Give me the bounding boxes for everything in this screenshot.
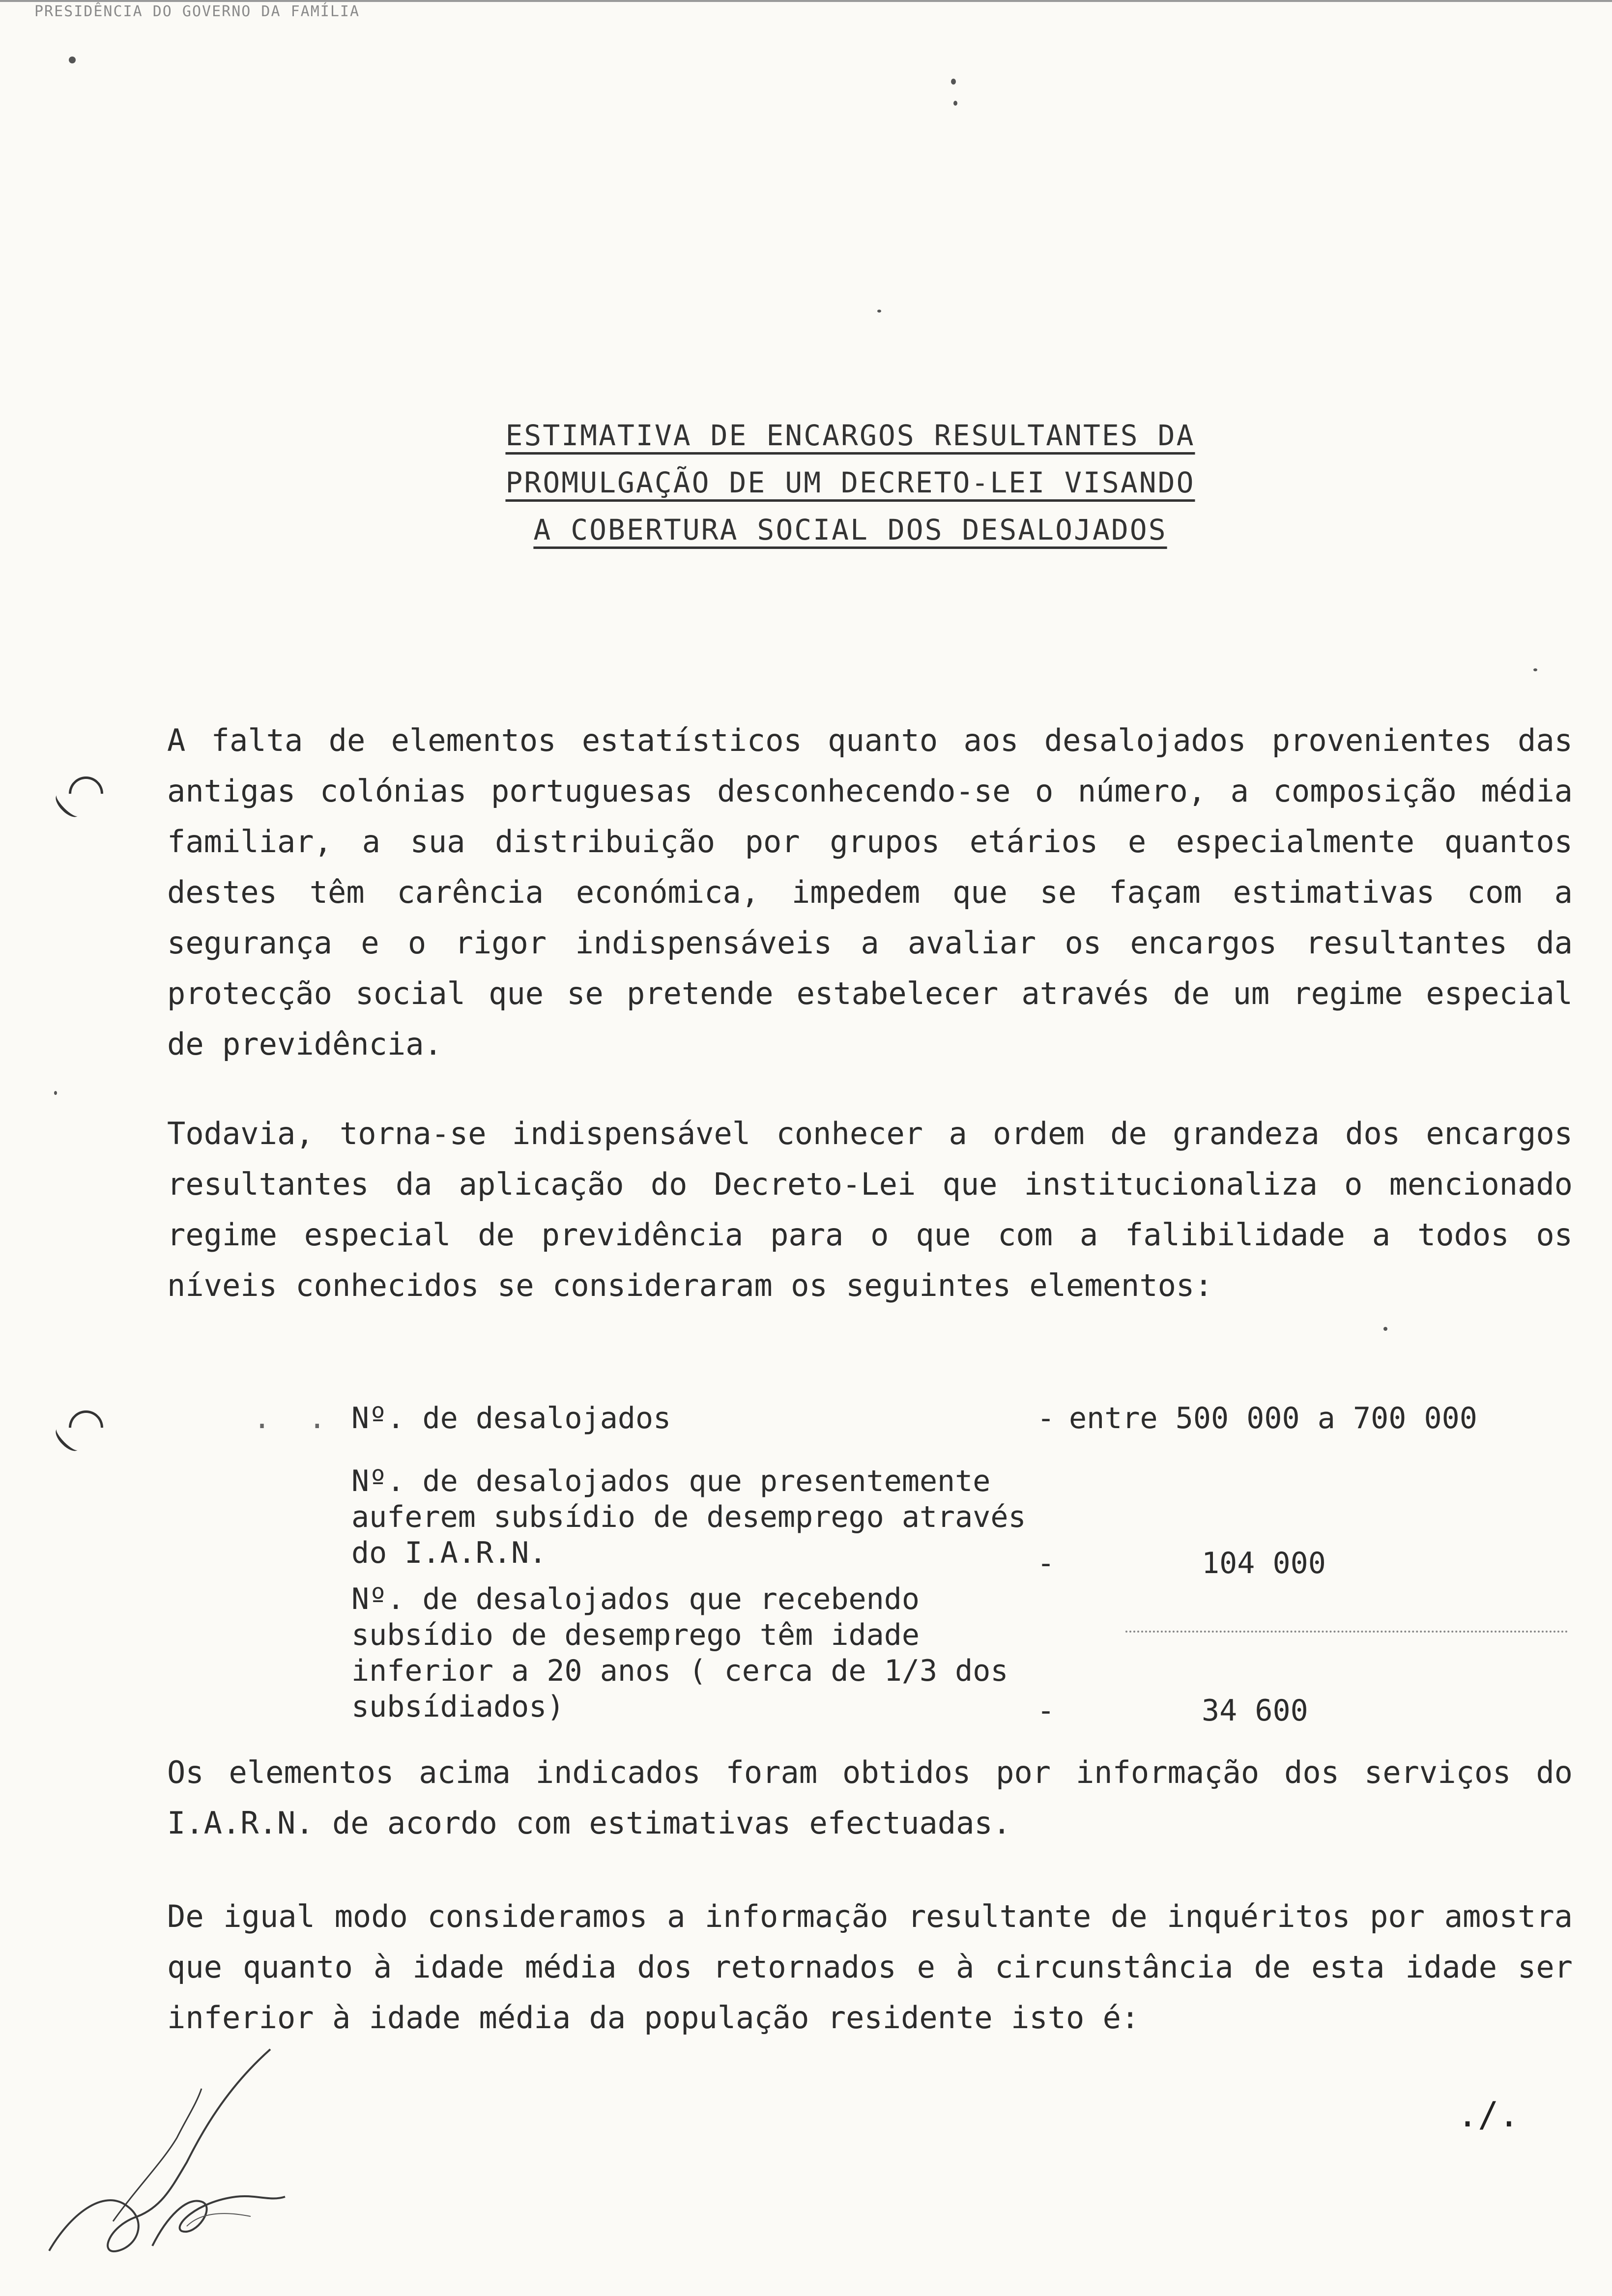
scan-speck	[69, 57, 76, 63]
item-label: Nº. de desalojados	[351, 1401, 671, 1435]
item-dash: -	[1037, 1401, 1055, 1435]
item-value: 34 600	[1202, 1693, 1308, 1728]
title-line-3: A COBERTURA SOCIAL DOS DESALOJADOS	[533, 513, 1167, 546]
paragraph-source: Os elementos acima indicados foram obtidos por informação dos serviços do I.A.R.N. de acordo com estimativas efectuadas.	[167, 1754, 1573, 1841]
item-value: entre 500 000 a 700 000	[1069, 1401, 1477, 1435]
scan-speck	[1383, 1327, 1387, 1331]
paragraph-elements: Todavia, torna-se indispensável conhecer a ordem de grandeza dos encargos resultantes da aplicação do Decreto-Lei que institucionaliza o mencionado regime especial de previdência para o que com a falibilidade a todos os níveis conhecidos se consideraram os seguintes elementos:	[167, 1116, 1573, 1303]
faint-dotted-line	[1125, 1631, 1568, 1633]
item-label: Nº. de desalojados que presentemente auferem subsídio de desemprego através do I.A.R.N.	[351, 1464, 1026, 1570]
list-item	[351, 1581, 1580, 1729]
document-title	[452, 412, 1248, 553]
handwritten-signature	[39, 2039, 315, 2270]
list-item	[351, 1464, 1580, 1581]
scan-speck	[877, 310, 881, 313]
paragraph-survey: De igual modo consideramos a informação resultante de inquéritos por amostra que quanto à idade média dos retornados e à circunstância de esta idade ser inferior à idade média da população residente isto é:	[167, 1898, 1573, 2036]
item-value: 104 000	[1202, 1546, 1326, 1580]
elements-list	[253, 1395, 1580, 1729]
scan-speck	[953, 101, 957, 106]
continuation-mark: ./.	[1457, 2095, 1520, 2135]
header-stamp: PRESIDÊNCIA DO GOVERNO DA FAMÍLIA	[34, 3, 360, 20]
list-item	[253, 1395, 1580, 1464]
item-dash: -	[1037, 1546, 1055, 1580]
margin-punch-mark	[62, 770, 111, 818]
title-line-2: PROMULGAÇÃO DE UM DECRETO-LEI VISANDO	[505, 466, 1195, 499]
item-dash: -	[1037, 1693, 1055, 1728]
margin-punch-mark	[62, 1404, 111, 1452]
scan-speck	[1533, 668, 1537, 671]
scan-speck	[951, 79, 956, 85]
item-label: Nº. de desalojados que recebendo subsídio de desemprego têm idade inferior a 20 anos ( cerca de 1/3 dos subsídiados)	[351, 1582, 1008, 1724]
scan-speck	[54, 1091, 57, 1095]
top-edge-rule	[0, 0, 1612, 2]
list-bullet: . .	[253, 1401, 336, 1435]
paragraph-intro: A falta de elementos estatísticos quanto aos desalojados provenientes das antigas colónias portuguesas desconhecendo-se o número, a composição média familiar, a sua distribuição por grupos etários e especialmente quantos destes têm carência económica, impedem que se façam estimativas com a segurança e o rigor indispensáveis a avaliar os encargos resultantes da protecção social que se pretende estabelecer através de um regime especial de previdência.	[167, 722, 1573, 1062]
title-line-1: ESTIMATIVA DE ENCARGOS RESULTANTES DA	[505, 419, 1195, 452]
